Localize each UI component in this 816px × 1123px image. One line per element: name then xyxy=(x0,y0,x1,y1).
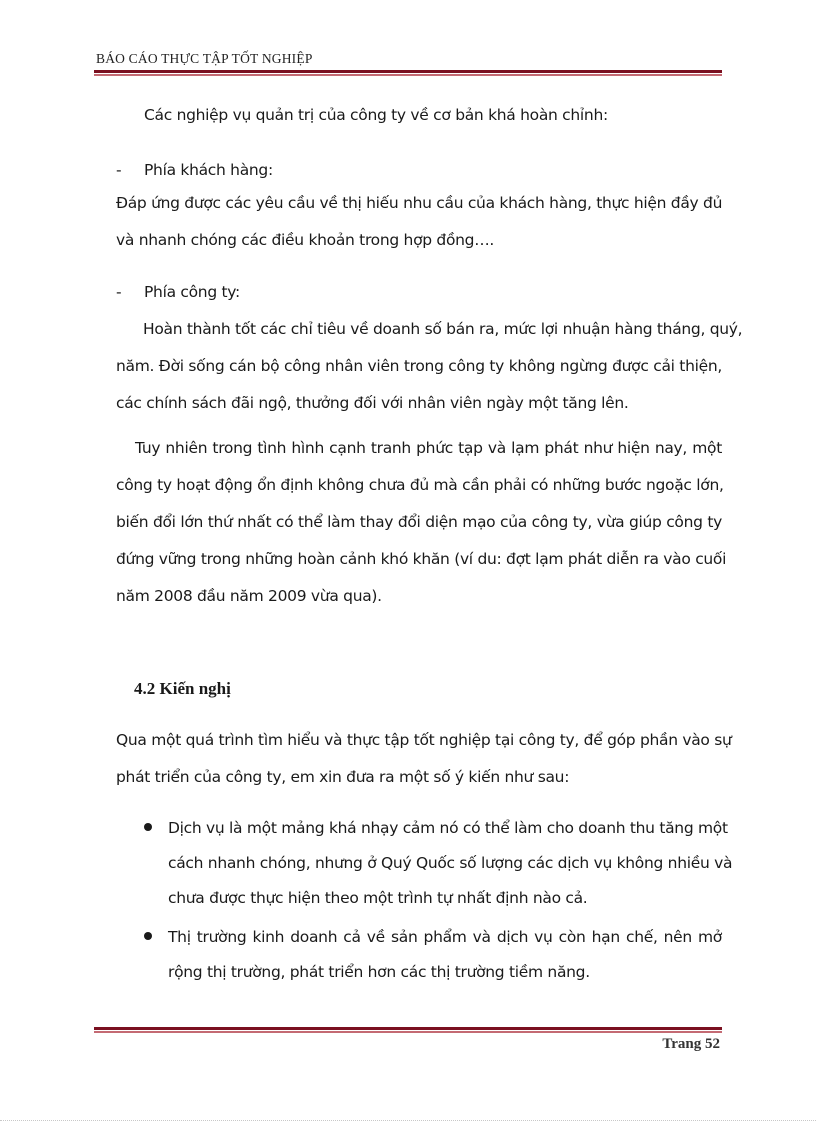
however-paragraph xyxy=(116,430,727,615)
page-number: Trang 52 xyxy=(662,1036,720,1052)
paragraph-line: năm. Đời sống cán bộ công nhân viên trong công ty không ngừng được cải thiện, xyxy=(116,357,722,375)
customer-side-paragraph xyxy=(116,185,722,259)
bullet-line: rộng thị trường, phát triển hơn các thị trường tiềm năng. xyxy=(168,963,590,981)
paragraph-line: biến đổi lớn thứ nhất có thể làm thay đổi diện mạo của công ty, vừa giúp công ty xyxy=(116,513,722,531)
paragraph-line: Qua một quá trình tìm hiểu và thực tập tốt nghiệp tại công ty, để góp phần vào sự xyxy=(116,731,732,749)
section-heading: 4.2 Kiến nghị xyxy=(134,679,231,698)
company-side-label: Phía công ty: xyxy=(144,283,240,301)
page-edge-divider xyxy=(0,1120,816,1121)
recommend-intro-paragraph xyxy=(116,722,732,796)
footer-rule xyxy=(94,1027,722,1033)
company-side-paragraph xyxy=(116,311,743,422)
paragraph-line: đứng vững trong những hoàn cảnh khó khăn (ví du: đợt lạm phát diễn ra vào cuối xyxy=(116,550,727,568)
paragraph-line: năm 2008 đầu năm 2009 vừa qua). xyxy=(116,587,382,605)
header-rule xyxy=(94,70,722,76)
dash-marker: - xyxy=(116,161,122,179)
paragraph-line: Tuy nhiên trong tình hình cạnh tranh phức tạp và lạm phát như hiện nay, một xyxy=(135,439,722,457)
paragraph-line: phát triển của công ty, em xin đưa ra một số ý kiến như sau: xyxy=(116,768,570,786)
paragraph-line: Hoàn thành tốt các chỉ tiêu về doanh số bán ra, mức lợi nhuận hàng tháng, quý, xyxy=(143,320,743,338)
paragraph-line: và nhanh chóng các điều khoản trong hợp đồng…. xyxy=(116,231,495,249)
paragraph-line: Đáp ứng được các yêu cầu về thị hiếu nhu cầu của khách hàng, thực hiện đầy đủ xyxy=(116,194,723,212)
bullet-line: cách nhanh chóng, nhưng ở Quý Quốc số lượng các dịch vụ không nhiều và xyxy=(168,854,733,872)
paragraph-line: các chính sách đãi ngộ, thưởng đối với nhân viên ngày một tăng lên. xyxy=(116,394,629,412)
bullet-icon xyxy=(144,823,152,831)
company-side-label-row xyxy=(116,274,722,311)
bullet-line: chưa được thực hiện theo một trình tự nhất định nào cả. xyxy=(168,889,588,907)
bullet-line: Dịch vụ là một mảng khá nhạy cảm nó có thể làm cho doanh thu tăng một xyxy=(168,819,728,837)
paragraph-line: công ty hoạt động ổn định không chưa đủ mà cần phải có những bước ngoặc lớn, xyxy=(116,476,724,494)
bullet-line: Thị trường kinh doanh cả về sản phẩm và dịch vụ còn hạn chế, nên mở xyxy=(168,928,722,946)
intro-line: Các nghiệp vụ quản trị của công ty về cơ bản khá hoàn chỉnh: xyxy=(144,106,608,124)
header-title: BÁO CÁO THỰC TẬP TỐT NGHIỆP xyxy=(96,51,313,66)
intro-paragraph xyxy=(144,97,750,134)
customer-side-label-row xyxy=(116,152,722,189)
dash-marker: - xyxy=(116,283,122,301)
bullet-icon xyxy=(144,932,152,940)
customer-side-label: Phía khách hàng: xyxy=(144,161,273,179)
